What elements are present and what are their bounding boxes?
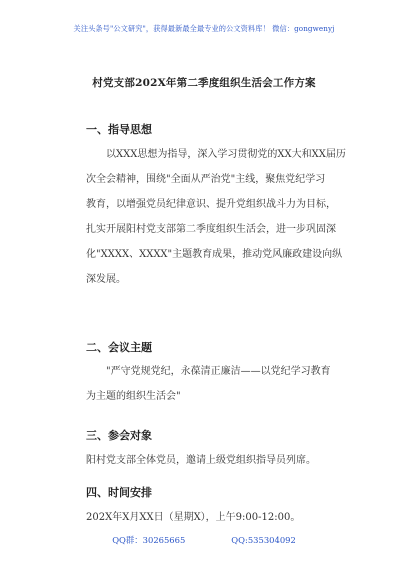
section-heading-schedule: 四、时间安排 [86,486,152,499]
section-heading-guiding-ideology: 一、指导思想 [86,123,152,136]
qq-group-number: QQ群：30265665 [112,535,186,545]
promo-notice: 关注头条号"公文研究"，获得最新最全最专业的公文资料库！ 微信：gongwenyj [73,24,335,33]
qq-number: QQ:535304092 [231,535,296,545]
paragraph-line: "严守党规党纪，永葆清正廉洁——以党纪学习教育 [106,366,331,377]
section-body-attendees [86,448,336,473]
section-heading-meeting-theme: 二、会议主题 [86,341,152,354]
paragraph-line: 202X年X月XX日（星期X），上午9:00-12:00。 [86,512,301,523]
document-title: 村党支部202X年第二季度组织生活会工作方案 [92,77,316,89]
section-body-guiding-ideology [86,142,346,292]
section-body-schedule [86,505,336,530]
paragraph-line: 为主题的组织生活会" [86,391,181,402]
paragraph-line: 教育，以增强党员纪律意识、提升党组织战斗力为目标， [86,199,336,210]
paragraph-line: 阳村党支部全体党员，邀请上级党组织指导员列席。 [86,455,316,466]
contact-footer [0,534,408,546]
section-body-meeting-theme [86,359,336,409]
paragraph-line: 扎实开展阳村党支部第二季度组织生活会，进一步巩固深 [86,224,336,235]
section-heading-attendees: 三、参会对象 [86,429,152,442]
paragraph-line: 以XXX思想为指导，深入学习贯彻党的XX大和XX届历 [106,149,346,160]
paragraph-line: 深发展。 [86,274,126,285]
paragraph-line: 次全会精神，围绕"全面从严治党"主线，聚焦党纪学习 [86,174,326,185]
paragraph-line: 化"XXXX、XXXX"主题教育成果，推动党风廉政建设向纵 [86,249,343,260]
